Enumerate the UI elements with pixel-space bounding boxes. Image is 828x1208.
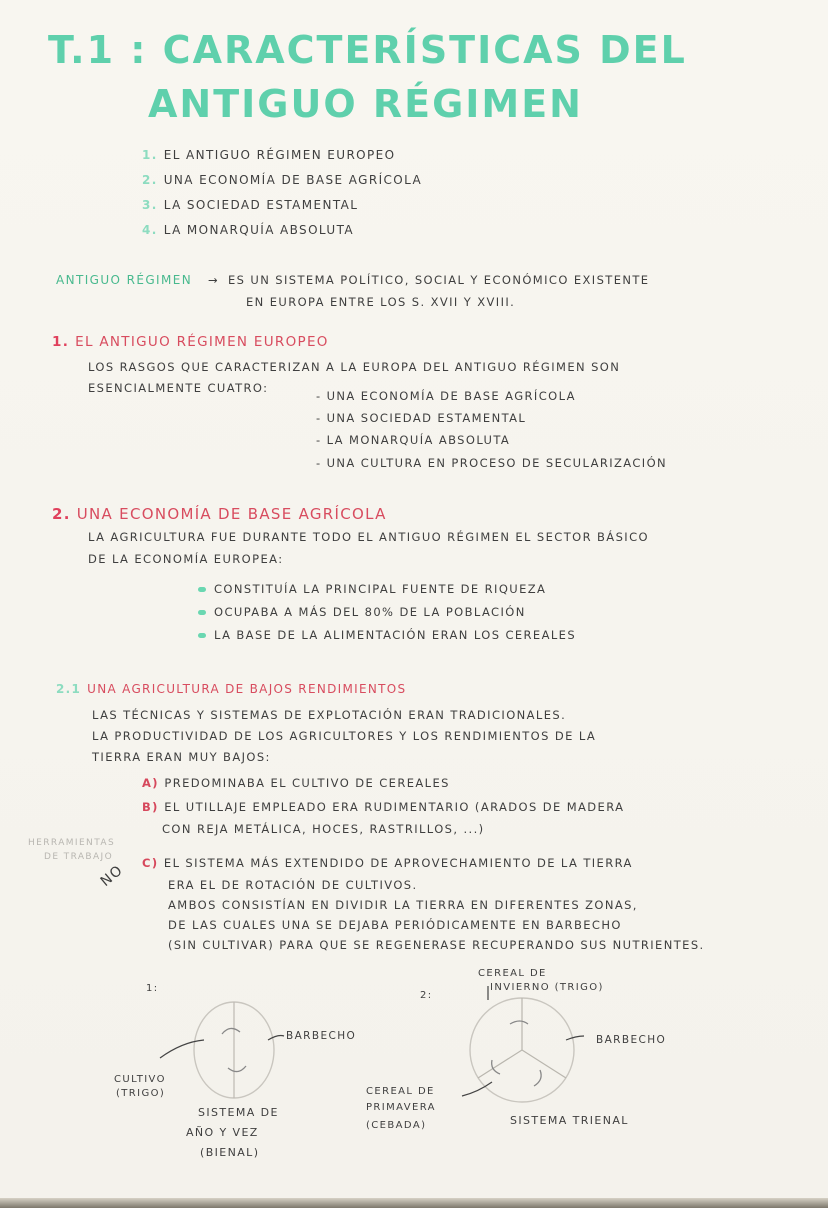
diagram-2-number: 2: <box>420 990 433 1001</box>
item-c-line-1: C) EL SISTEMA MÁS EXTENDIDO DE APROVECHAMIENTO DE LA TIERRA <box>142 856 633 870</box>
section-2-bullet-1: CONSTITUÍA LA PRINCIPAL FUENTE DE RIQUEZA <box>198 582 546 596</box>
section-2-1-heading: 2.1 UNA AGRICULTURA DE BAJOS RENDIMIENTOS <box>56 682 407 696</box>
definition-line-1: ES UN SISTEMA POLÍTICO, SOCIAL Y ECONÓMICO EXISTENTE <box>228 273 650 287</box>
page-title-line-1: T.1 : CARACTERÍSTICAS DEL <box>48 28 687 72</box>
definition-term: ANTIGUO RÉGIMEN <box>56 273 193 287</box>
rotation-arrow-icon <box>222 1028 240 1034</box>
definition-arrow: → <box>208 273 220 287</box>
diagram-1-number: 1: <box>146 983 159 994</box>
diagram-2-barbecho: BARBECHO <box>596 1034 667 1046</box>
section-2-bullet-3: LA BASE DE LA ALIMENTACIÓN ERAN LOS CEREALES <box>198 628 576 642</box>
diagram-1-caption-1: SISTEMA DE <box>198 1106 279 1119</box>
index-item-3: 3. LA SOCIEDAD ESTAMENTAL <box>142 198 359 212</box>
index-item-2: 2. UNA ECONOMÍA DE BASE AGRÍCOLA <box>142 173 423 187</box>
item-b-line-1: B) EL UTILLAJE EMPLEADO ERA RUDIMENTARIO (ARADOS DE MADERA <box>142 800 625 814</box>
diagram-1-caption-3: (BIENAL) <box>200 1146 260 1159</box>
section-1-bullet-2: - UNA SOCIEDAD ESTAMENTAL <box>316 411 527 425</box>
item-c-line-5: (SIN CULTIVAR) PARA QUE SE REGENERASE RECUPERANDO SUS NUTRIENTES. <box>168 938 705 952</box>
diagram-2-top-label-2: INVIERNO (TRIGO) <box>490 982 604 993</box>
section-2-line-2: DE LA ECONOMÍA EUROPEA: <box>88 552 284 566</box>
section-2-1-line-1: LAS TÉCNICAS Y SISTEMAS DE EXPLOTACIÓN ERAN TRADICIONALES. <box>92 708 567 722</box>
item-b-line-2: CON REJA METÁLICA, HOCES, RASTRILLOS, ...) <box>162 822 485 836</box>
item-c-line-2: ERA EL DE ROTACIÓN DE CULTIVOS. <box>168 878 418 892</box>
section-2-line-1: LA AGRICULTURA FUE DURANTE TODO EL ANTIGUO RÉGIMEN EL SECTOR BÁSICO <box>88 530 649 544</box>
barbecho-pointer <box>566 1036 584 1040</box>
diagram-2-bottom-label-2: PRIMAVERA <box>366 1102 436 1113</box>
diagram-2-caption: SISTEMA TRIENAL <box>510 1114 629 1127</box>
definition-line-2: EN EUROPA ENTRE LOS S. XVII Y XVIII. <box>246 295 516 309</box>
item-c-line-3: AMBOS CONSISTÍAN EN DIVIDIR LA TIERRA EN DIFERENTES ZONAS, <box>168 898 638 912</box>
section-2-1-line-2: LA PRODUCTIVIDAD DE LOS AGRICULTORES Y LOS RENDIMIENTOS DE LA <box>92 729 597 743</box>
section-1-heading: 1. EL ANTIGUO RÉGIMEN EUROPEO <box>52 334 329 350</box>
section-2-1-line-3: TIERRA ERAN MUY BAJOS: <box>92 750 271 764</box>
diagram-1-caption-2: AÑO Y VEZ <box>186 1126 259 1139</box>
diagram-2-bottom-label-1: CEREAL DE <box>366 1086 435 1097</box>
margin-note-line-1: HERRAMIENTAS <box>28 838 116 848</box>
section-1-line-2: ESENCIALMENTE CUATRO: <box>88 381 269 395</box>
diagram-2-bottom-label-3: (CEBADA) <box>366 1120 427 1131</box>
item-c-line-4: DE LAS CUALES UNA SE DEJABA PERIÓDICAMENTE EN BARBECHO <box>168 918 622 932</box>
index-item-1: 1. EL ANTIGUO RÉGIMEN EUROPEO <box>142 148 396 162</box>
margin-no: NO <box>97 862 127 890</box>
rotation-arrow-icon <box>510 1021 528 1024</box>
barbecho-pointer <box>268 1036 284 1041</box>
section-1-bullet-4: - UNA CULTURA EN PROCESO DE SECULARIZACIÓN <box>316 456 668 470</box>
section-1-bullet-1: - UNA ECONOMÍA DE BASE AGRÍCOLA <box>316 389 576 403</box>
triennial-divider <box>522 1050 566 1078</box>
rotation-arrow-icon <box>228 1066 246 1072</box>
section-2-bullet-2: OCUPABA A MÁS DEL 80% DE LA POBLACIÓN <box>198 605 526 619</box>
section-2-heading: 2. UNA ECONOMÍA DE BASE AGRÍCOLA <box>52 505 387 523</box>
diagram-2-top-label-1: CEREAL DE <box>478 968 547 979</box>
rotation-arrow-icon <box>534 1070 541 1086</box>
diagram-1-trigo: (TRIGO) <box>116 1088 166 1099</box>
diagram-1-cultivo: CULTIVO <box>114 1074 166 1085</box>
index-item-4: 4. LA MONARQUÍA ABSOLUTA <box>142 223 354 237</box>
margin-note-line-2: DE TRABAJO <box>44 852 114 862</box>
section-1-bullet-3: - LA MONARQUÍA ABSOLUTA <box>316 433 511 447</box>
cultivo-pointer <box>160 1040 204 1058</box>
section-1-line-1: LOS RASGOS QUE CARACTERIZAN A LA EUROPA DEL ANTIGUO RÉGIMEN SON <box>88 360 621 374</box>
diagram-1-barbecho: BARBECHO <box>286 1030 357 1042</box>
page-title-line-2: ANTIGUO RÉGIMEN <box>148 82 583 126</box>
item-a: A) PREDOMINABA EL CULTIVO DE CEREALES <box>142 776 450 790</box>
